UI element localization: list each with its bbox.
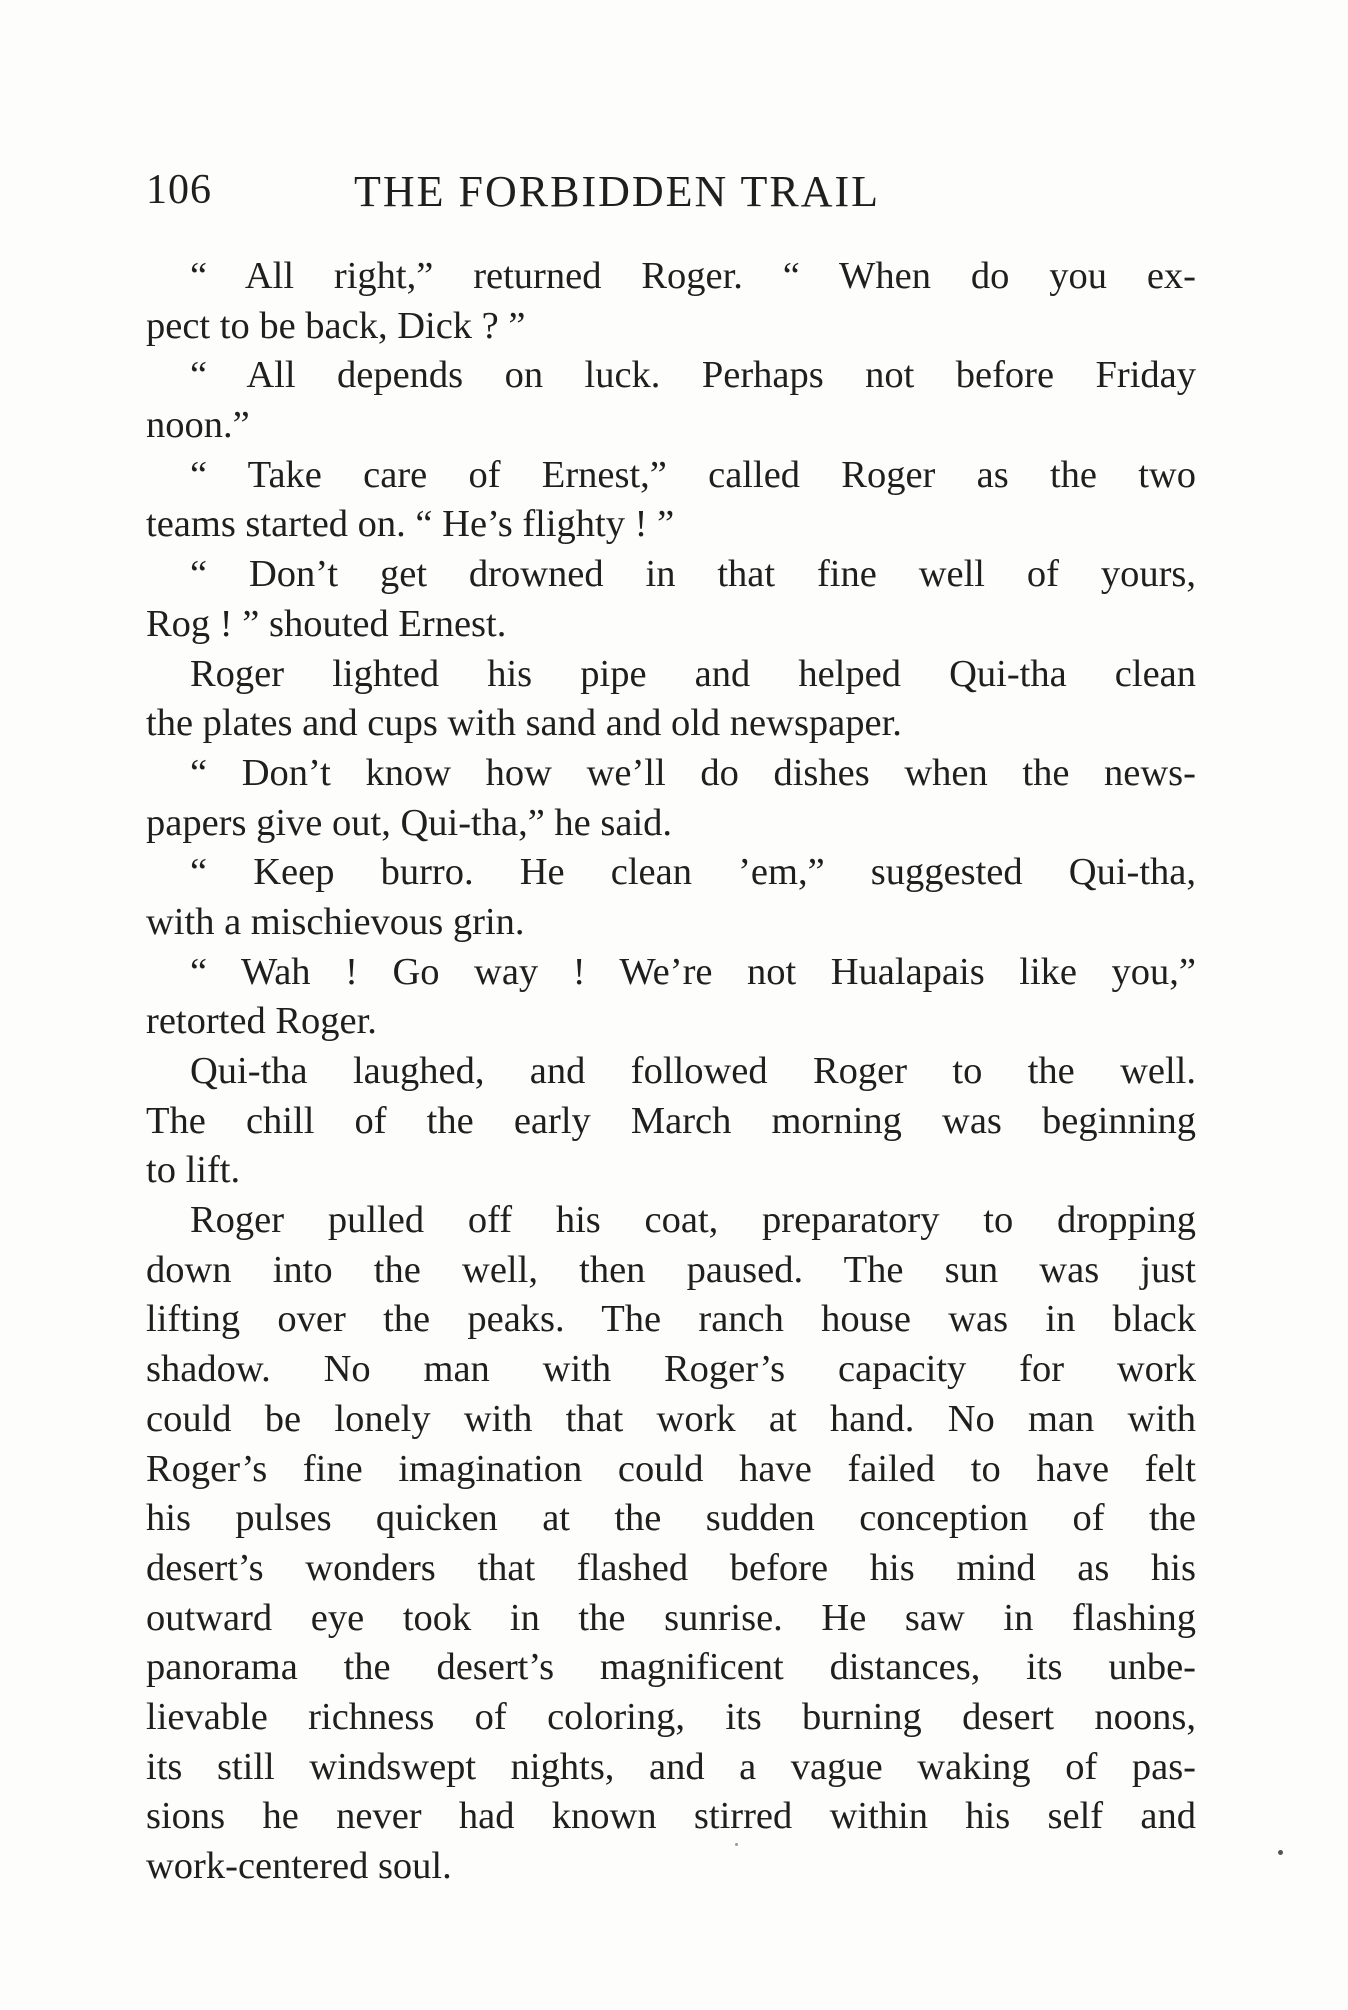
text-line: noon.” (146, 404, 250, 447)
text-line: shadow. No man with Roger’s capacity for work (146, 1348, 1196, 1391)
text-line: desert’s wonders that flashed before his mind as his (146, 1546, 1196, 1589)
text-line: with a mischievous grin. (146, 900, 525, 943)
text-line: The chill of the early March morning was beginning (146, 1099, 1196, 1142)
text-line: his pulses quicken at the sudden conception of the (146, 1497, 1196, 1540)
page-number: 106 (146, 167, 212, 213)
text-line: lifting over the peaks. The ranch house was in black (146, 1298, 1196, 1341)
text-line: work-centered soul. (146, 1845, 452, 1887)
scan-speck (1278, 1850, 1283, 1855)
text-line: teams started on. “ He’s flighty ! ” (146, 503, 675, 546)
text-line: to lift. (146, 1149, 241, 1192)
text-line: Roger’s fine imagination could have failed to have felt (146, 1447, 1196, 1490)
text-line: down into the well, then paused. The sun was just (146, 1248, 1196, 1291)
text-line: panorama the desert’s magnificent distances, its unbe- (146, 1646, 1196, 1689)
text-line: sions he never had known stirred within his self and (146, 1795, 1196, 1838)
text-line: pect to be back, Dick ? ” (146, 304, 526, 347)
text-line: Qui-tha laughed, and followed Roger to the well. (190, 1050, 1196, 1092)
text-line: retorted Roger. (146, 1000, 377, 1043)
text-line: lievable richness of coloring, its burning desert noons, (146, 1695, 1196, 1738)
text-line: “ Don’t know how we’ll do dishes when the news- (190, 751, 1196, 794)
text-line: Rog ! ” shouted Ernest. (146, 602, 507, 645)
text-line: “ Don’t get drowned in that fine well of yours, (190, 553, 1196, 596)
body-text (146, 252, 1196, 1892)
text-line: papers give out, Qui-tha,” he said. (146, 801, 673, 844)
text-line: the plates and cups with sand and old newspaper. (146, 702, 902, 745)
text-line: its still windswept nights, and a vague waking of pas- (146, 1745, 1196, 1788)
text-line: “ All right,” returned Roger. “ When do you ex- (190, 255, 1196, 297)
text-line: outward eye took in the sunrise. He saw in flashing (146, 1596, 1196, 1639)
text-line: “ Keep burro. He clean ’em,” suggested Qui-tha, (190, 851, 1196, 894)
text-line: “ All depends on luck. Perhaps not before Friday (190, 354, 1196, 397)
text-line: Roger pulled off his coat, preparatory to dropping (190, 1199, 1196, 1242)
scan-speck (735, 1843, 738, 1846)
running-head (146, 166, 1196, 226)
text-line: could be lonely with that work at hand. No man with (146, 1397, 1196, 1440)
text-line: Roger lighted his pipe and helped Qui-tha clean (190, 652, 1196, 695)
text-line: “ Wah ! Go way ! We’re not Hualapais like you,” (190, 950, 1196, 993)
running-title: THE FORBIDDEN TRAIL (354, 167, 881, 216)
text-line: “ Take care of Ernest,” called Roger as the two (190, 453, 1196, 496)
